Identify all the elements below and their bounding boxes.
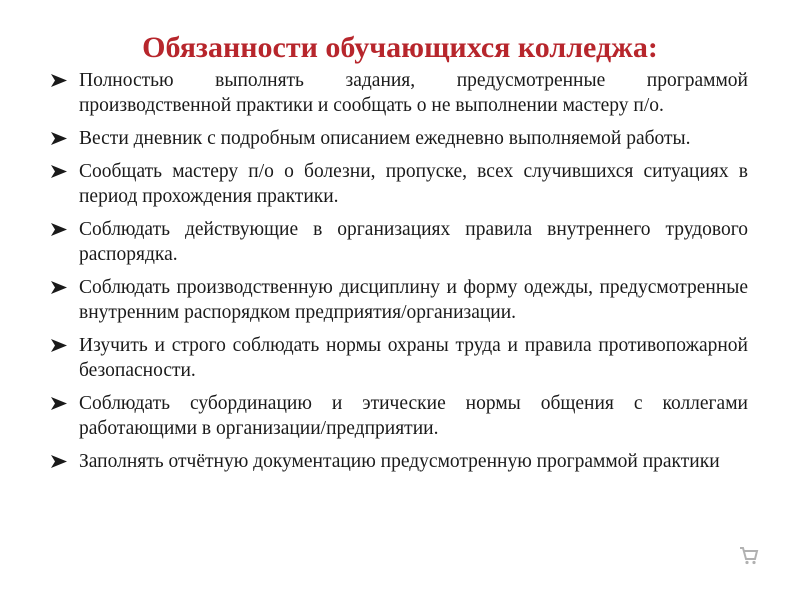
arrowhead-bullet-icon xyxy=(50,280,68,295)
list-item-text: Заполнять отчётную документацию предусмотренную программой практики xyxy=(79,451,720,472)
arrowhead-bullet-icon xyxy=(50,396,68,411)
arrowhead-bullet-icon xyxy=(50,131,68,146)
list-item xyxy=(50,68,748,118)
list-item xyxy=(50,217,748,267)
watermark xyxy=(738,544,760,566)
arrowhead-bullet-icon xyxy=(50,164,68,179)
arrowhead-bullet-icon xyxy=(50,338,68,353)
list-item-text: Соблюдать действующие в организациях правила внутреннего трудового распорядка. xyxy=(79,219,748,265)
list-item-text: Вести дневник с подробным описанием ежедневно выполняемой работы. xyxy=(79,128,691,149)
cart-icon xyxy=(738,544,760,566)
list-item xyxy=(50,126,748,151)
list-item-text: Сообщать мастеру п/о о болезни, пропуске, всех случившихся ситуациях в период прохождения практики. xyxy=(79,161,748,207)
duty-list xyxy=(50,68,748,482)
list-item xyxy=(50,275,748,325)
list-item-text: Соблюдать производственную дисциплину и форму одежды, предусмотренные внутренним распорядком предприятия/организации. xyxy=(79,277,748,323)
arrowhead-bullet-icon xyxy=(50,454,68,469)
list-item-text: Соблюдать субординацию и этические нормы общения с коллегами работающими в организации/предприятии. xyxy=(79,393,748,439)
list-item xyxy=(50,391,748,441)
arrowhead-bullet-icon xyxy=(50,73,68,88)
arrowhead-bullet-icon xyxy=(50,222,68,237)
list-item xyxy=(50,449,748,474)
list-item xyxy=(50,333,748,383)
list-item-text: Полностью выполнять задания, предусмотренные программой производственной практики и сообщать о не выполнении мастеру п/о. xyxy=(79,70,748,116)
slide-title: Обязанности обучающихся колледжа: xyxy=(142,31,658,64)
list-item-text: Изучить и строго соблюдать нормы охраны труда и правила противопожарной безопасности. xyxy=(79,335,748,381)
list-item xyxy=(50,159,748,209)
